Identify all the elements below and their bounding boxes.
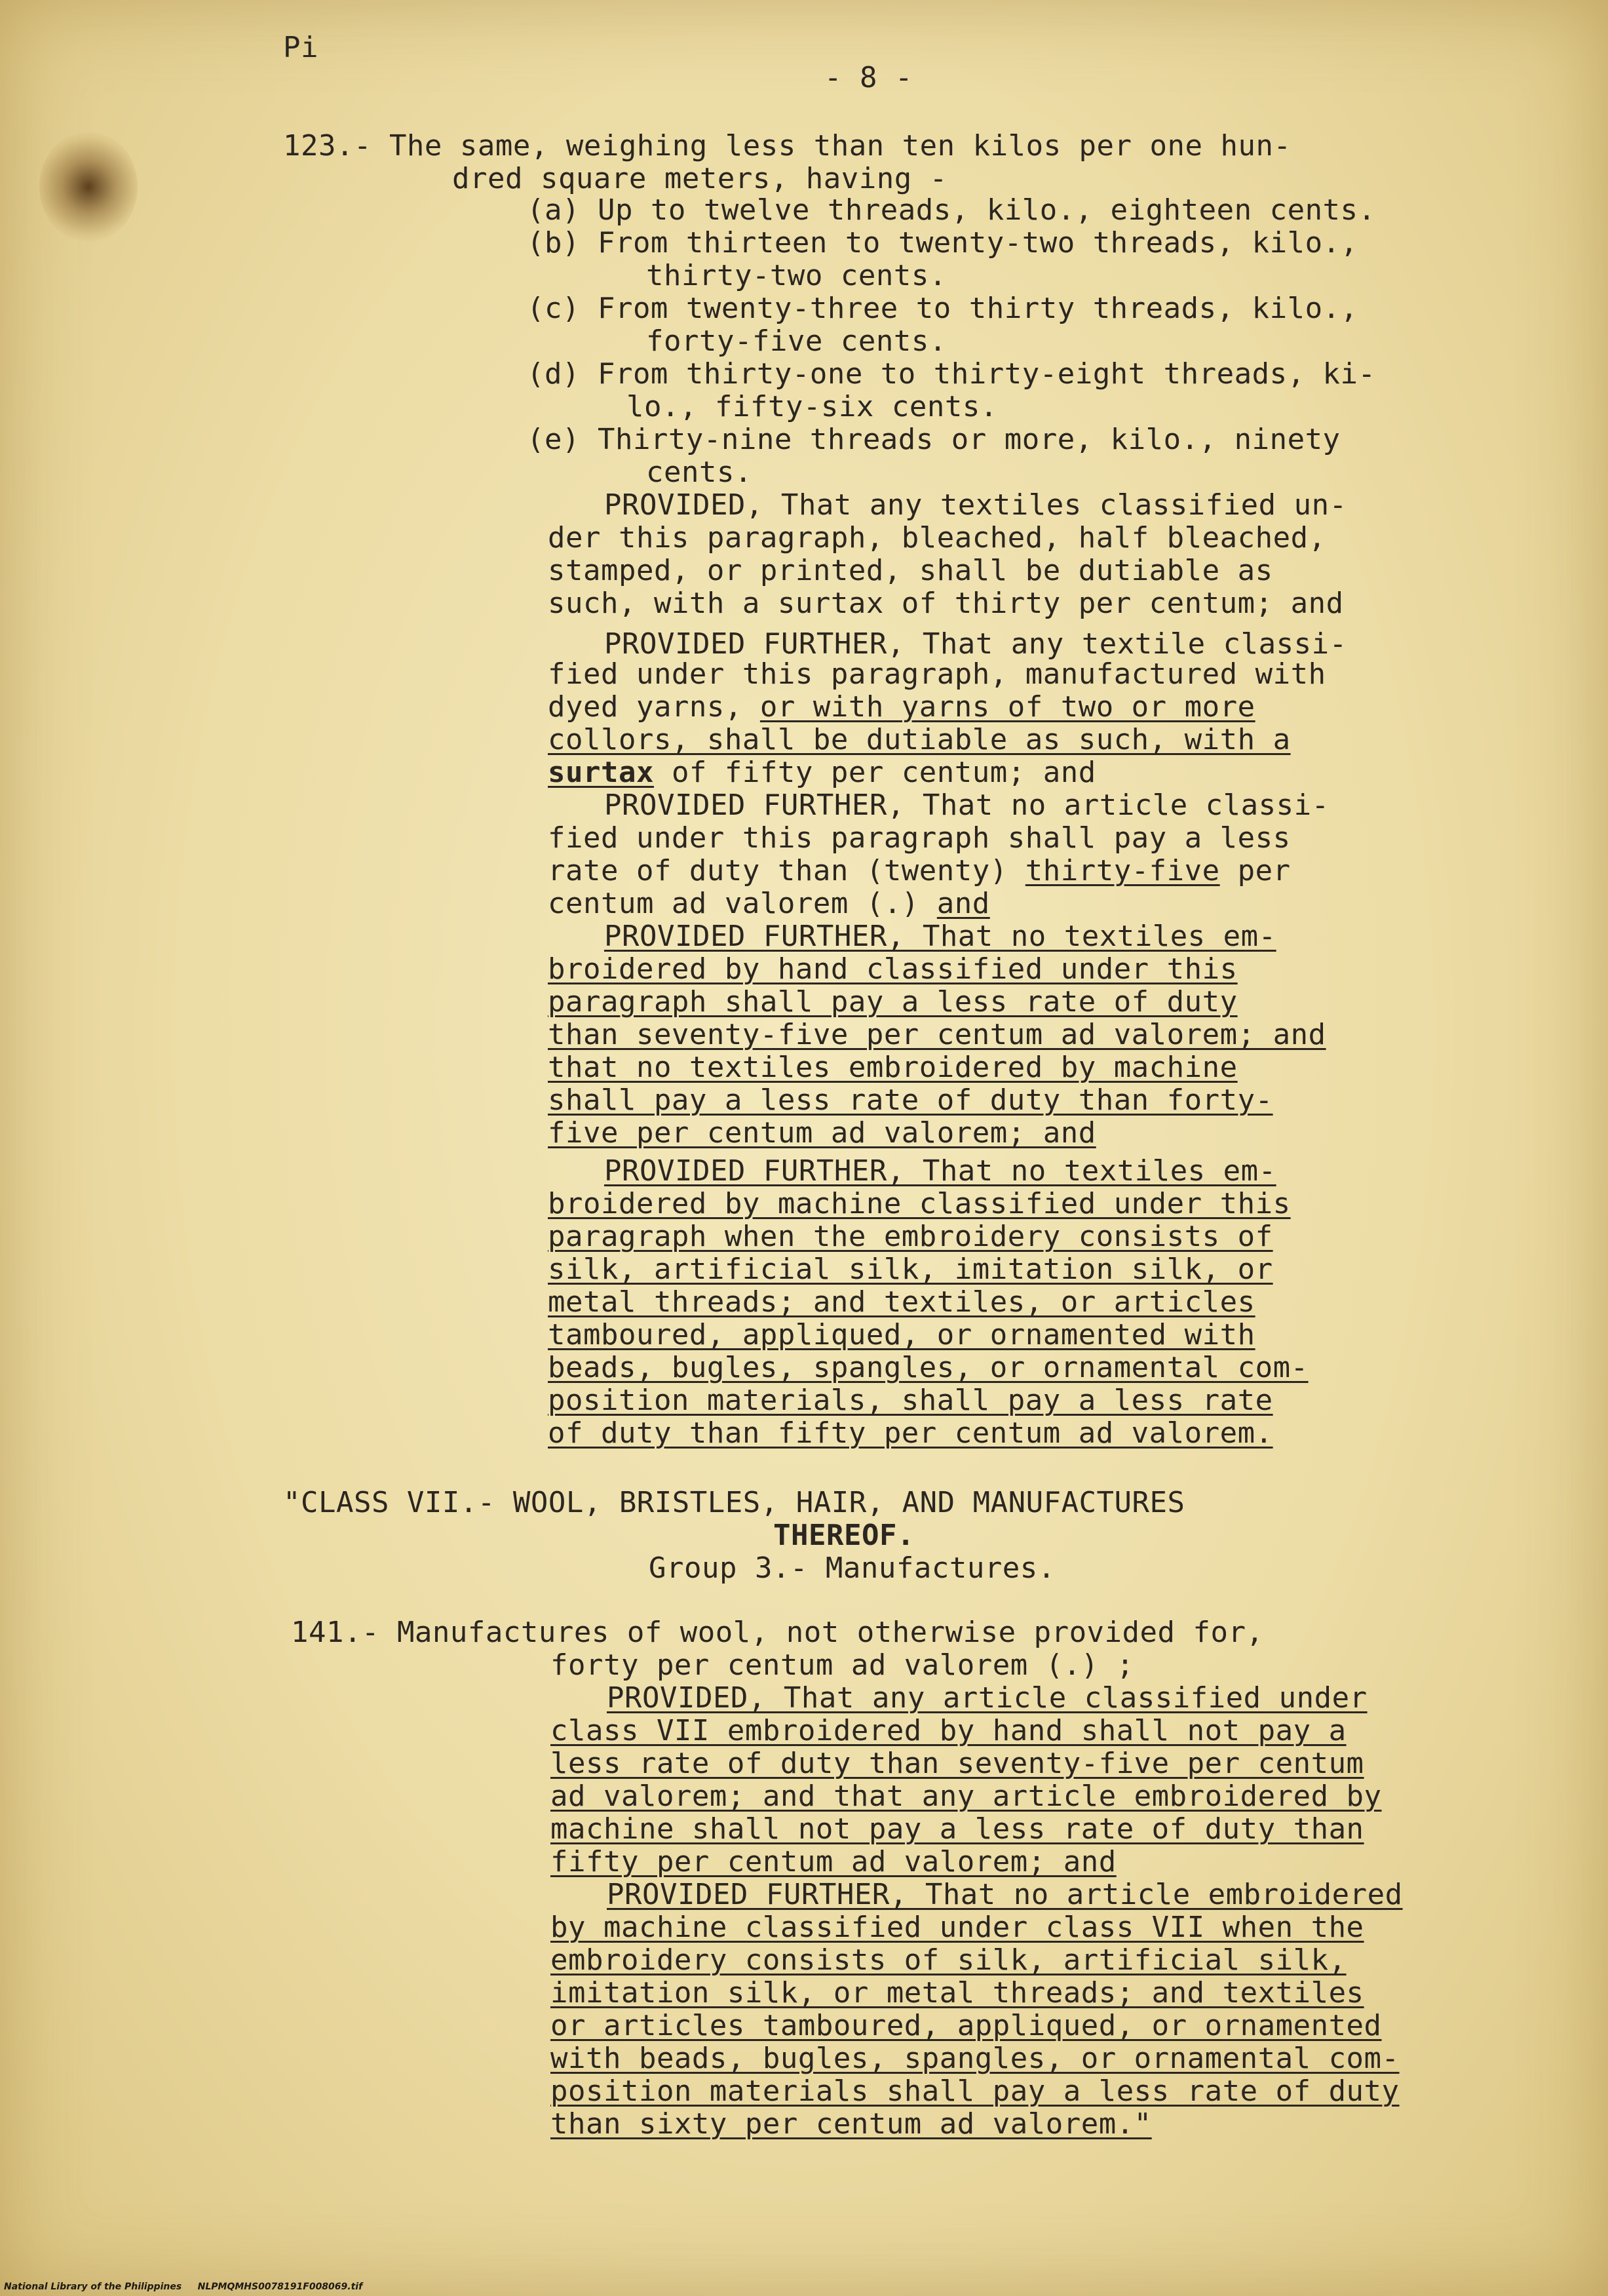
para123-line: dred square meters, having -: [452, 162, 948, 195]
amended-line: broidered by machine classified under this: [548, 1187, 1291, 1220]
item-c-cont: forty-five cents.: [646, 324, 947, 358]
amended-line: PROVIDED FURTHER, That no article embroidered: [607, 1878, 1403, 1911]
proviso-line: stamped, or printed, shall be dutiable as: [548, 554, 1273, 587]
scan-file-id: NLPMQMHS0078191F008069.tif: [197, 2282, 363, 2292]
amended-text: or with yarns of two or more: [759, 690, 1255, 724]
item-a: (a) Up to twelve threads, kilo., eighteen cents.: [527, 193, 1376, 227]
proviso-line: PROVIDED FURTHER, That any textile classi-: [604, 627, 1347, 661]
amended-line: paragraph when the embroidery consists of: [548, 1220, 1273, 1253]
proviso-text: dyed yarns,: [548, 690, 760, 724]
item-c: (c) From twenty-three to thirty threads, kilo.,: [527, 292, 1358, 325]
amended-line: or articles tamboured, appliqued, or ornamented: [550, 2009, 1382, 2042]
amended-line: tamboured, appliqued, or ornamented with: [548, 1318, 1255, 1352]
proviso-line: fied under this paragraph, manufactured with: [548, 657, 1326, 691]
amended-text: thirty-five: [1025, 854, 1220, 887]
amended-line: PROVIDED, That any article classified under: [607, 1681, 1368, 1715]
para141-line: 141.- Manufactures of wool, not otherwise provided for,: [291, 1616, 1264, 1649]
proviso-text: per: [1219, 854, 1291, 887]
amended-line: that no textiles embroidered by machine: [548, 1051, 1238, 1084]
item-d: (d) From thirty-one to thirty-eight threads, ki-: [527, 357, 1376, 391]
amended-line: class VII embroidered by hand shall not pay a: [550, 1714, 1347, 1747]
scan-source: National Library of the Philippines: [4, 2282, 182, 2292]
proviso-text: rate of duty than (twenty): [548, 854, 1025, 887]
page-number: - 8 -: [824, 61, 913, 94]
scan-footer: [4, 2282, 362, 2292]
proviso-line: der this paragraph, bleached, half bleached,: [548, 521, 1326, 555]
item-d-cont: lo., fifty-six cents.: [626, 390, 998, 423]
amended-line: less rate of duty than seventy-five per centum: [550, 1747, 1364, 1780]
proviso-line: [548, 691, 1255, 724]
group-heading: Group 3.- Manufactures.: [649, 1551, 1056, 1585]
amended-line: paragraph shall pay a less rate of duty: [548, 985, 1238, 1019]
amended-line: shall pay a less rate of duty than forty-: [548, 1083, 1273, 1117]
class-heading-cont: THEREOF.: [773, 1519, 915, 1552]
amended-line: position materials, shall pay a less rate: [548, 1384, 1273, 1417]
proviso-text: centum ad valorem (.): [548, 887, 937, 920]
amended-line: metal threads; and textiles, or articles: [548, 1285, 1255, 1319]
proviso-line: fied under this paragraph shall pay a less: [548, 821, 1291, 855]
item-e: (e) Thirty-nine threads or more, kilo., ninety: [527, 423, 1341, 456]
amended-line: of duty than fifty per centum ad valorem.: [548, 1416, 1273, 1450]
proviso-line: [548, 855, 1291, 887]
amended-line: PROVIDED FURTHER, That no textiles em-: [604, 1154, 1276, 1188]
item-e-cont: cents.: [646, 456, 752, 489]
item-b: (b) From thirteen to twenty-two threads, kilo.,: [527, 226, 1358, 260]
para123-line: 123.- The same, weighing less than ten kilos per one hun-: [283, 129, 1292, 163]
amended-line: broidered by hand classified under this: [548, 952, 1238, 986]
amended-line: by machine classified under class VII when the: [550, 1911, 1364, 1944]
amended-line: five per centum ad valorem; and: [548, 1116, 1096, 1150]
item-b-cont: thirty-two cents.: [646, 259, 947, 292]
amended-text: and: [936, 887, 990, 920]
proviso-line: such, with a surtax of thirty per centum; and: [548, 587, 1344, 620]
amended-line: than sixty per centum ad valorem.": [550, 2107, 1152, 2141]
proviso-line: PROVIDED, That any textiles classified un-: [604, 488, 1347, 522]
amended-line: silk, artificial silk, imitation silk, or: [548, 1253, 1273, 1286]
class-heading: "CLASS VII.- WOOL, BRISTLES, HAIR, AND MANUFACTURES: [283, 1486, 1185, 1519]
proviso-line: [548, 756, 1096, 789]
proviso-line: [548, 887, 990, 920]
amended-line: machine shall not pay a less rate of duty than: [550, 1812, 1364, 1846]
amended-line: imitation silk, or metal threads; and textiles: [550, 1976, 1364, 2010]
ink-stain: [39, 131, 138, 243]
amended-line: with beads, bugles, spangles, or ornamental com-: [550, 2042, 1400, 2075]
amended-line: ad valorem; and that any article embroidered by: [550, 1780, 1382, 1813]
typist-initials: Pi: [283, 31, 318, 64]
amended-line: position materials shall pay a less rate of duty: [550, 2074, 1400, 2108]
amended-text: surtax: [548, 756, 654, 789]
amended-line: fifty per centum ad valorem; and: [550, 1845, 1117, 1878]
amended-line: beads, bugles, spangles, or ornamental com-: [548, 1351, 1309, 1384]
proviso-line: PROVIDED FURTHER, That no article classi-: [604, 788, 1330, 822]
amended-line: collors, shall be dutiable as such, with a: [548, 723, 1291, 756]
para141-line: forty per centum ad valorem (.) ;: [550, 1648, 1134, 1682]
amended-line: than seventy-five per centum ad valorem; and: [548, 1018, 1326, 1051]
proviso-text: of fifty per centum; and: [653, 756, 1096, 789]
amended-line: PROVIDED FURTHER, That no textiles em-: [604, 920, 1276, 953]
amended-line: embroidery consists of silk, artificial silk,: [550, 1943, 1347, 1977]
